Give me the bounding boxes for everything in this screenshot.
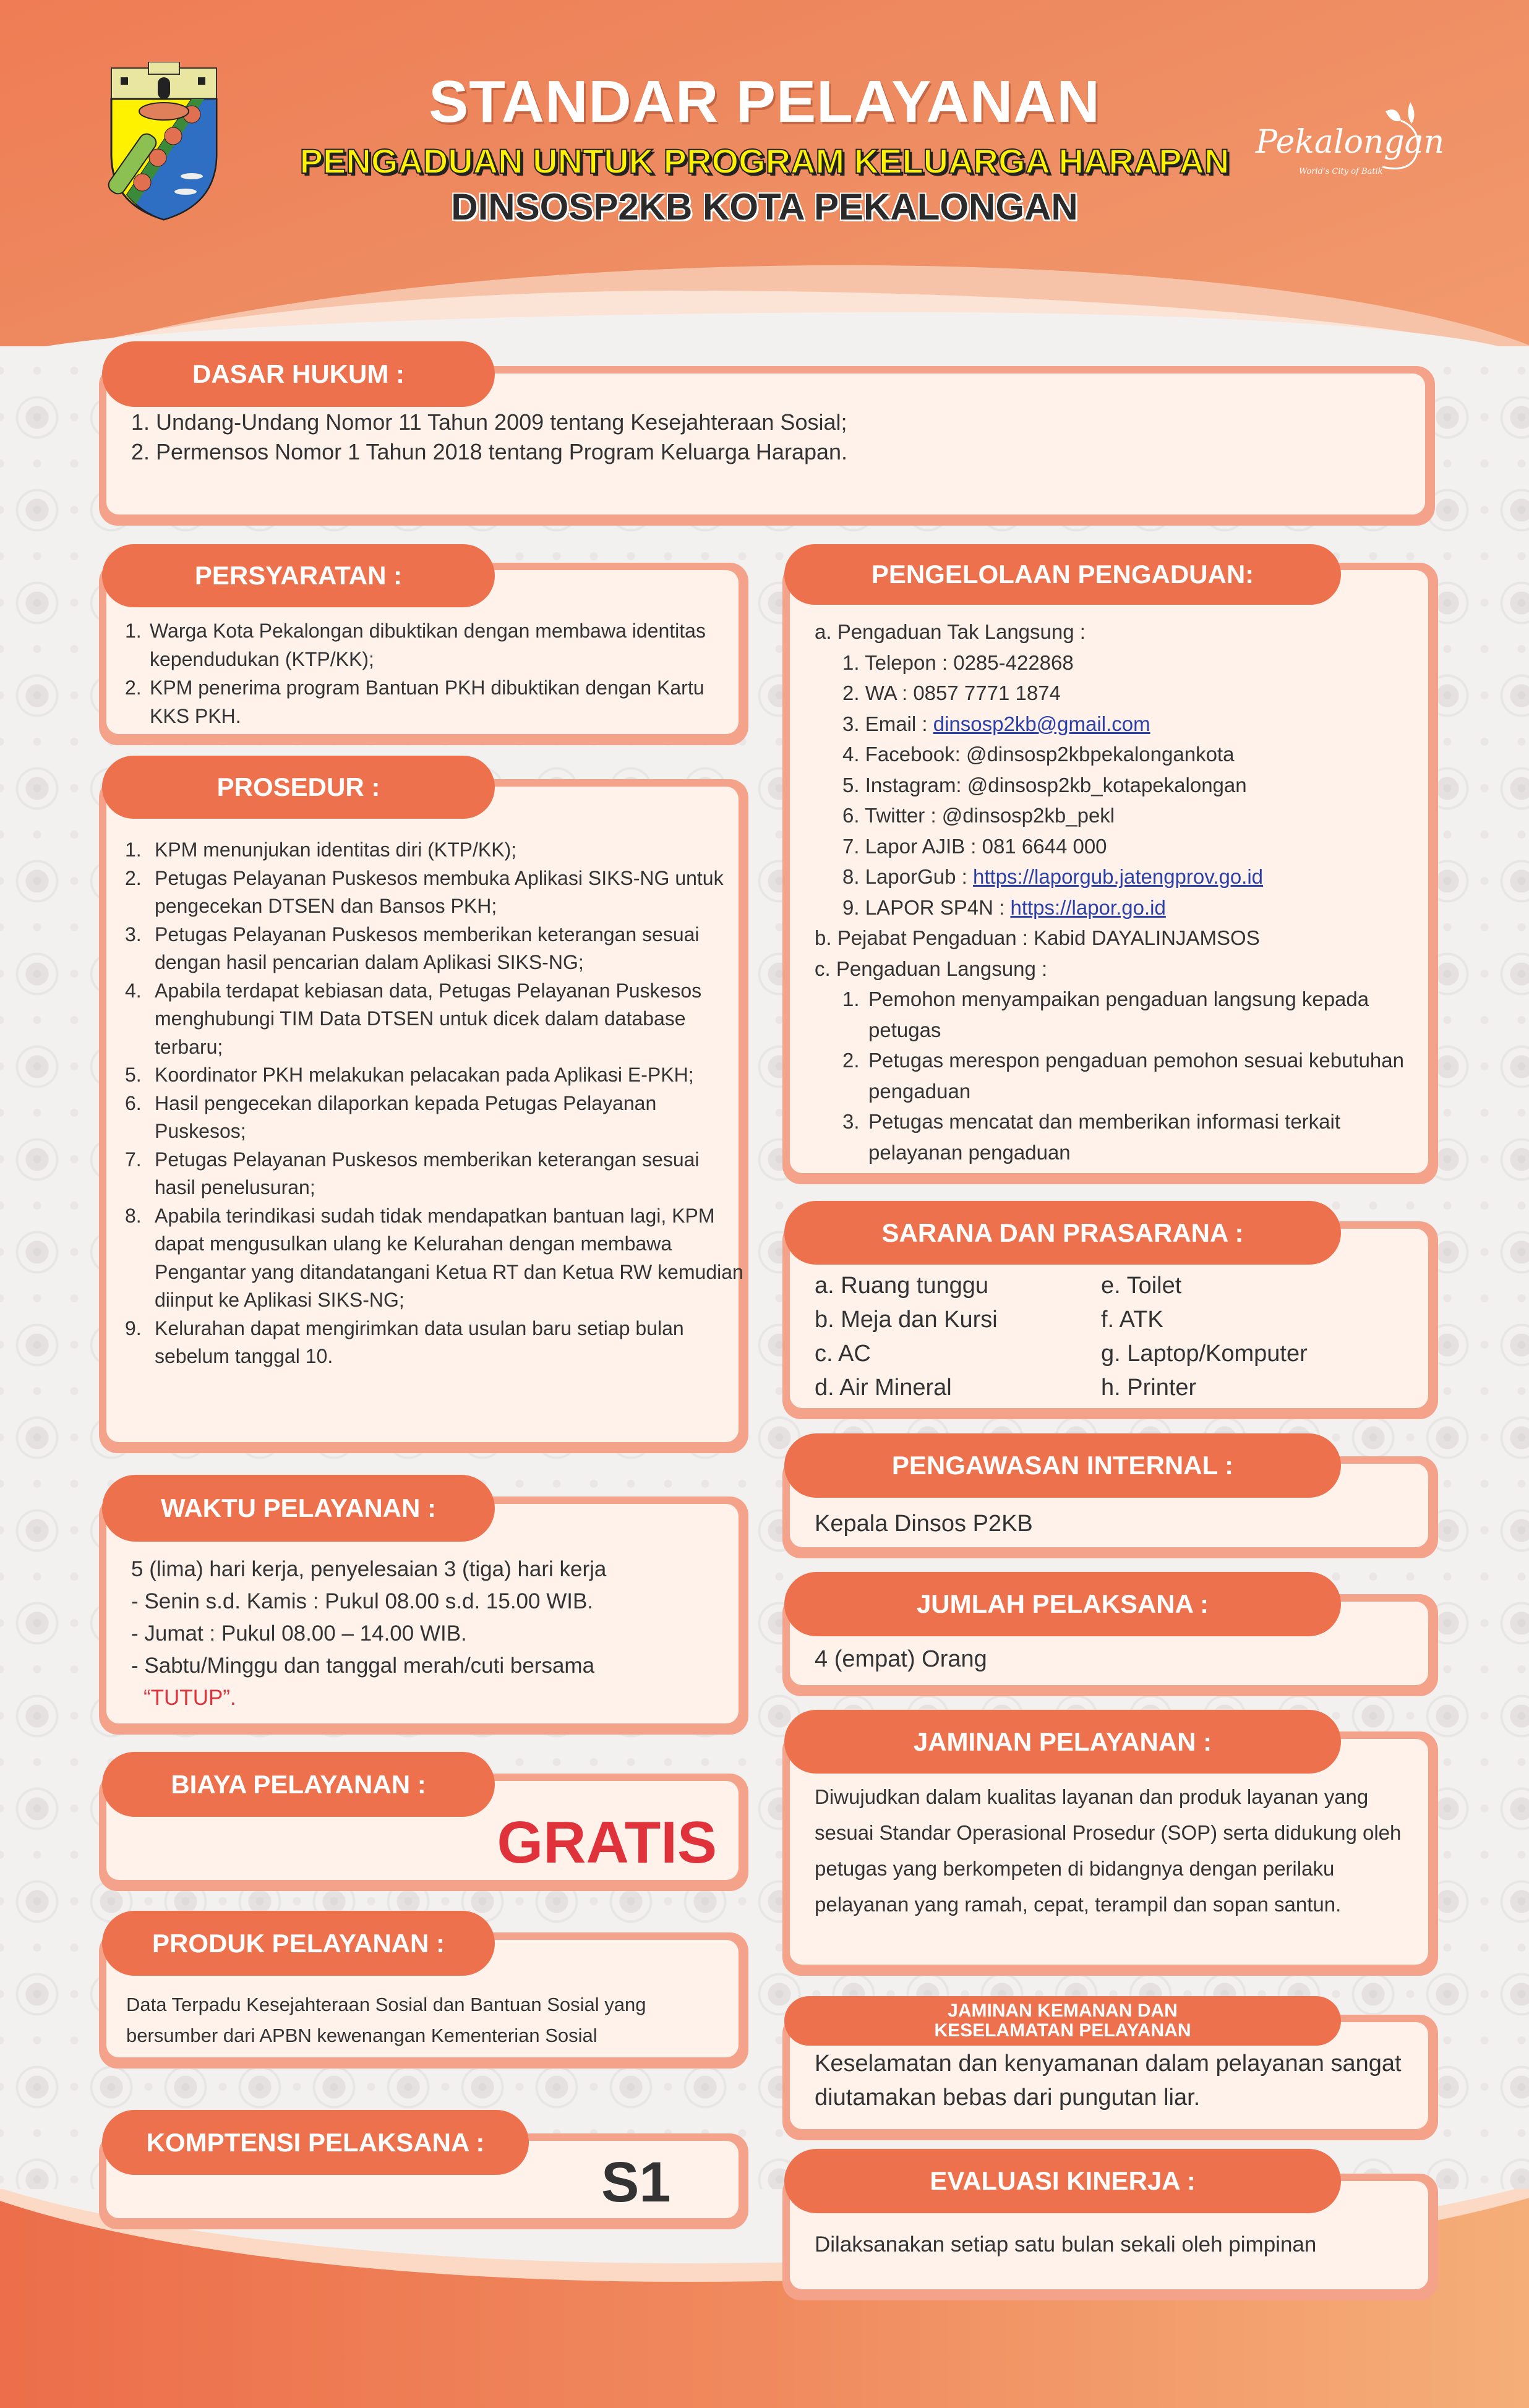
section-title: JUMLAH PELAKSANA :	[784, 1572, 1341, 1636]
list-item: 1. Undang-Undang Nomor 11 Tahun 2009 tentang Kesejahteraan Sosial;	[131, 409, 847, 435]
email-link[interactable]: dinsosp2kb@gmail.com	[933, 712, 1150, 735]
weekend-note: - Sabtu/Minggu dan tanggal merah/cuti bersama	[131, 1654, 595, 1678]
list-item: 5. Koordinator PKH melakukan pelacakan pada Aplikasi E-PKH;	[125, 1064, 694, 1086]
staff-count-text: 4 (empat) Orang	[815, 1646, 987, 1672]
persyaratan-list	[125, 617, 737, 730]
list-item: 1. KPM menunjukan identitas diri (KTP/KK);	[125, 839, 517, 861]
weekday-hours: - Senin s.d. Kamis : Pukul 08.00 s.d. 15.00 WIB.	[131, 1589, 594, 1613]
section-title: PENGELOLAAN PENGADUAN:	[784, 544, 1341, 605]
leaf-swirl-icon	[1379, 99, 1423, 179]
section-title: PRODUK PELAYANAN :	[102, 1911, 495, 1976]
list-item: 7. Petugas Pelayanan Puskesos memberikan keterangan sesuai hasil penelusuran;	[125, 1148, 700, 1198]
laporgub-link[interactable]: https://laporgub.jatengprov.go.id	[972, 865, 1264, 888]
list-item: b. Meja dan Kursi	[815, 1307, 998, 1333]
organization-name: DINSOSP2KB KOTA PEKALONGAN	[451, 186, 1078, 228]
list-item: 1. Warga Kota Pekalongan dibuktikan dengan membawa identitas kependudukan (KTP/KK);	[125, 620, 706, 670]
channel-list	[815, 647, 1433, 923]
section-title: PERSYARATAN :	[102, 544, 495, 607]
list-item: c. AC	[815, 1341, 871, 1367]
channel-twitter: 6. Twitter : @dinsosp2kb_pekl	[842, 804, 1115, 827]
channel-laporgub: 8. LaporGub : https://laporgub.jatengprov.go.id	[842, 865, 1264, 888]
section-title: PENGAWASAN INTERNAL :	[784, 1433, 1341, 1498]
list-item: e. Toilet	[1101, 1273, 1182, 1299]
list-item: g. Laptop/Komputer	[1101, 1341, 1308, 1367]
competence-value: S1	[601, 2151, 671, 2214]
list-item: 1. Pemohon menyampaikan pengaduan langsung kepada petugas	[842, 988, 1369, 1041]
facilities-left	[815, 1269, 1111, 1405]
direct-complaint-list	[815, 984, 1433, 1168]
service-duration: 5 (lima) hari kerja, penyelesaian 3 (tiga) hari kerja	[131, 1557, 607, 1581]
list-item: 2. Permensos Nomor 1 Tahun 2018 tentang Program Keluarga Harapan.	[131, 439, 848, 464]
channel-telephone: 1. Telepon : 0285-422868	[842, 651, 1074, 674]
section-title: SARANA DAN PRASARANA :	[784, 1201, 1341, 1265]
pekalongan-city-logo	[1256, 99, 1445, 186]
list-item: 3. Petugas mencatat dan memberikan informasi terkait pelayanan pengaduan	[842, 1110, 1341, 1164]
friday-hours: - Jumat : Pukul 08.00 – 14.00 WIB.	[131, 1621, 467, 1646]
lapor-sp4n-link[interactable]: https://lapor.go.id	[1010, 895, 1166, 919]
list-item: h. Printer	[1101, 1375, 1197, 1401]
list-item: 3. Petugas Pelayanan Puskesos memberikan keterangan sesuai dengan hasil pencarian dalam Aplikasi SIKS-NG;	[125, 923, 700, 973]
list-item: 9. Kelurahan dapat mengirimkan data usulan baru setiap bulan sebelum tanggal 10.	[125, 1317, 684, 1367]
list-item: a. Ruang tunggu	[815, 1273, 989, 1299]
list-item: f. ATK	[1101, 1307, 1163, 1333]
city-logo-tagline: World's City of Batik	[1299, 167, 1383, 176]
section-title: WAKTU PELAYANAN :	[102, 1475, 495, 1542]
waktu-pelayanan-text	[131, 1553, 737, 1714]
direct-complaint-label: c. Pengaduan Langsung :	[815, 957, 1048, 980]
channel-facebook: 4. Facebook: @dinsosp2kbpekalongankota	[842, 743, 1235, 766]
cost-value: GRATIS	[497, 1809, 717, 1876]
section-title: DASAR HUKUM :	[102, 341, 495, 407]
section-title: EVALUASI KINERJA :	[784, 2149, 1341, 2213]
section-title: JAMINAN PELAYANAN :	[784, 1710, 1341, 1774]
list-item: 2. KPM penerima program Bantuan PKH dibuktikan dengan Kartu KKS PKH.	[125, 677, 705, 727]
card	[782, 563, 1438, 1184]
produk-text: Data Terpadu Kesejahteraan Sosial dan Bantuan Sosial yang bersumber dari APBN kewenangan Kementerian Sosial	[126, 1994, 646, 2046]
city-logo-text: Pekalongan	[1256, 124, 1445, 161]
evaluation-text: Dilaksanakan setiap satu bulan sekali oleh pimpinan	[815, 2232, 1317, 2256]
complaint-officer: b. Pejabat Pengaduan : Kabid DAYALINJAMSOS	[815, 926, 1260, 949]
card	[99, 779, 748, 1453]
section-title: KOMPTENSI PELAKSANA :	[102, 2110, 529, 2175]
supervisor-text: Kepala Dinsos P2KB	[815, 1511, 1033, 1537]
closed-label: “TUTUP”.	[143, 1686, 236, 1710]
list-item: 4. Apabila terdapat kebiasan data, Petugas Pelayanan Puskesos menghubungi TIM Data DTSEN untuk dicek dalam database terbaru;	[125, 979, 702, 1058]
section-title: PROSEDUR :	[102, 756, 495, 819]
list-item: 2. Petugas Pelayanan Puskesos membuka Aplikasi SIKS-NG untuk pengecekan DTSEN dan Bansos PKH;	[125, 866, 724, 917]
list-item: 6. Hasil pengecekan dilaporkan kepada Petugas Pelayanan Puskesos;	[125, 1091, 657, 1142]
channel-lapor-sp4n: 9. LAPOR SP4N : https://lapor.go.id	[842, 895, 1166, 919]
prosedur-list	[125, 836, 743, 1371]
complaint-management	[815, 617, 1433, 1168]
section-title: JAMINAN KEMANAN DAN KESELAMATAN PELAYANAN	[784, 1996, 1341, 2046]
channel-instagram: 5. Instagram: @dinsosp2kb_kotapekalongan	[842, 773, 1247, 796]
page-title: STANDAR PELAYANAN	[429, 69, 1100, 135]
facilities-right	[1101, 1269, 1410, 1405]
page-subtitle: PENGADUAN UNTUK PROGRAM KELUARGA HARAPAN	[299, 142, 1230, 181]
safety-guarantee-text: Keselamatan dan kenyamanan dalam pelayanan sangat diutamakan bebas dari pungutan liar.	[815, 2051, 1402, 2111]
section-title: BIAYA PELAYANAN :	[102, 1752, 495, 1817]
list-item: 8. Apabila terindikasi sudah tidak mendapatkan bantuan lagi, KPM dapat mengusulkan ulang ke Kelurahan dengan membawa Pengantar yang ditandatangani Ketua RT dan Ketua RW kemudian diinput ke Aplikasi SIKS-NG;	[125, 1204, 743, 1311]
channel-whatsapp: 2. WA : 0857 7771 1874	[842, 681, 1061, 704]
channel-email: 3. Email : dinsosp2kb@gmail.com	[842, 712, 1150, 735]
list-item: 2. Petugas merespon pengaduan pemohon sesuai kebutuhan pengaduan	[842, 1049, 1404, 1103]
service-guarantee-text: Diwujudkan dalam kualitas layanan dan produk layanan yang sesuai Standar Operasional Prosedur (SOP) serta didukung oleh petugas yang berkompeten di bidangnya dengan perilaku pelayanan yang ramah, cepat, terampil dan sopan santun.	[815, 1785, 1402, 1916]
indirect-complaint-label: a. Pengaduan Tak Langsung :	[815, 620, 1086, 643]
channel-lapor-ajib: 7. Lapor AJIB : 081 6644 000	[842, 834, 1107, 858]
dasar-hukum-list	[131, 408, 847, 467]
list-item: d. Air Mineral	[815, 1375, 952, 1401]
